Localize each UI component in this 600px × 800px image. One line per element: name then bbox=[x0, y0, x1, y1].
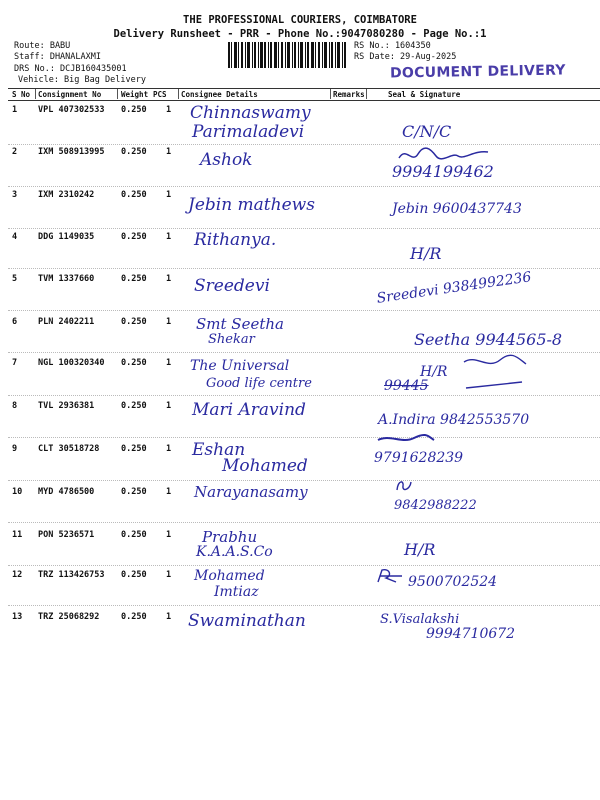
row-pcs: 1 bbox=[166, 487, 172, 497]
signature: Jebin 9600437743 bbox=[392, 201, 522, 217]
row-weight: 0.250 bbox=[121, 487, 147, 497]
consignee-name: Ashok bbox=[200, 150, 253, 170]
row-pcs: 1 bbox=[166, 317, 172, 327]
row-consignment: NGL 100320340 bbox=[38, 358, 105, 368]
signature-line2: 9791628239 bbox=[374, 450, 464, 466]
row-pcs: 1 bbox=[166, 105, 172, 115]
row-divider bbox=[8, 144, 600, 145]
row-sno: 5 bbox=[12, 274, 18, 284]
signature-line2: H/R bbox=[404, 540, 436, 559]
consignee-name-line2: K.A.A.S.Co bbox=[196, 544, 273, 560]
row-weight: 0.250 bbox=[121, 105, 147, 115]
row-sno: 1 bbox=[12, 105, 18, 115]
row-pcs: 1 bbox=[166, 274, 172, 284]
header-bottom-rule bbox=[8, 100, 600, 101]
row-divider bbox=[8, 268, 600, 269]
row-consignment: CLT 30518728 bbox=[38, 444, 100, 454]
company-title: THE PROFESSIONAL COURIERS, COIMBATORE bbox=[183, 14, 417, 26]
row-divider bbox=[8, 437, 600, 438]
rs-number: RS No.: 1604350 bbox=[354, 41, 431, 51]
barcode-image bbox=[228, 42, 348, 68]
consignee-name: Chinnaswamy bbox=[190, 103, 311, 123]
col-remarks: Remarks bbox=[333, 90, 365, 99]
signature: C/N/C bbox=[402, 122, 452, 141]
consignee-name: Smt Seetha bbox=[196, 315, 284, 333]
row-consignment: IXM 508913995 bbox=[38, 147, 105, 157]
row-divider bbox=[8, 228, 600, 229]
consignee-name: Jebin mathews bbox=[188, 195, 315, 215]
row-pcs: 1 bbox=[166, 612, 172, 622]
row-divider bbox=[8, 565, 600, 566]
row-weight: 0.250 bbox=[121, 274, 147, 284]
row-divider bbox=[8, 605, 600, 606]
row-sno: 13 bbox=[12, 612, 23, 622]
signature: Sreedevi 9384992236 bbox=[375, 269, 533, 307]
signature: 9500702524 bbox=[408, 574, 498, 590]
consignee-name: Mari Aravind bbox=[192, 400, 306, 420]
consignee-name: Prabhu bbox=[202, 528, 258, 546]
col-divider bbox=[366, 89, 367, 99]
row-consignment: VPL 407302533 bbox=[38, 105, 105, 115]
row-weight: 0.250 bbox=[121, 530, 147, 540]
col-pcs: PCS bbox=[153, 90, 167, 99]
row-sno: 10 bbox=[12, 487, 23, 497]
signature-scribble bbox=[376, 566, 406, 586]
consignee-name: Sreedevi bbox=[194, 276, 270, 296]
row-sno: 9 bbox=[12, 444, 18, 454]
row-weight: 0.250 bbox=[121, 444, 147, 454]
row-pcs: 1 bbox=[166, 232, 172, 242]
row-sno: 7 bbox=[12, 358, 18, 368]
row-weight: 0.250 bbox=[121, 147, 147, 157]
row-consignment: TRZ 113426753 bbox=[38, 570, 105, 580]
row-pcs: 1 bbox=[166, 401, 172, 411]
staff-label: Staff: DHANALAXMI bbox=[14, 52, 101, 62]
vehicle-label: Vehicle: Big Bag Delivery bbox=[18, 75, 146, 85]
consignee-name-line2: Mohamed bbox=[222, 456, 308, 476]
row-pcs: 1 bbox=[166, 530, 172, 540]
row-weight: 0.250 bbox=[121, 612, 147, 622]
row-sno: 6 bbox=[12, 317, 18, 327]
consignee-name: Swaminathan bbox=[188, 611, 306, 631]
col-consignment: Consignment No bbox=[38, 90, 102, 99]
row-pcs: 1 bbox=[166, 190, 172, 200]
signature: H/R bbox=[420, 364, 448, 380]
crossed-out-scribble bbox=[376, 432, 436, 446]
row-divider bbox=[8, 522, 600, 523]
col-divider bbox=[330, 89, 331, 99]
row-consignment: PLN 2402211 bbox=[38, 317, 95, 327]
consignee-name: Mohamed bbox=[194, 568, 265, 584]
drs-label: DRS No.: DCJB160435001 bbox=[14, 64, 127, 74]
row-weight: 0.250 bbox=[121, 317, 147, 327]
consignee-name-line2: Imtiaz bbox=[214, 584, 259, 600]
crossed-out-scribble bbox=[460, 352, 530, 398]
col-divider bbox=[35, 89, 36, 99]
header-top-rule bbox=[8, 88, 600, 89]
row-pcs: 1 bbox=[166, 570, 172, 580]
row-sno: 11 bbox=[12, 530, 23, 540]
signature-line2: 9994710672 bbox=[426, 626, 516, 642]
signature-line2: Seetha 9944565-8 bbox=[414, 330, 563, 349]
consignee-name-line2: Good life centre bbox=[206, 376, 312, 391]
col-sno: S No bbox=[12, 90, 31, 99]
signature-line2: 9842988222 bbox=[394, 498, 477, 513]
row-consignment: MYD 4786500 bbox=[38, 487, 95, 497]
row-divider bbox=[8, 395, 600, 396]
document-delivery-stamp: DOCUMENT DELIVERY bbox=[389, 62, 566, 82]
row-consignment: TVM 1337660 bbox=[38, 274, 95, 284]
consignee-name: Eshan bbox=[192, 440, 246, 460]
col-divider bbox=[117, 89, 118, 99]
consignee-name-line2: Shekar bbox=[208, 332, 255, 347]
row-pcs: 1 bbox=[166, 444, 172, 454]
row-sno: 4 bbox=[12, 232, 18, 242]
runsheet-title: Delivery Runsheet - PRR - Phone No.:9047080280 - Page No.:1 bbox=[113, 28, 487, 40]
col-consignee: Consignee Details bbox=[181, 90, 258, 99]
row-sno: 8 bbox=[12, 401, 18, 411]
consignee-name: Narayanasamy bbox=[194, 483, 308, 501]
row-pcs: 1 bbox=[166, 147, 172, 157]
row-divider bbox=[8, 310, 600, 311]
rs-date: RS Date: 29-Aug-2025 bbox=[354, 52, 457, 62]
col-seal: Seal & Signature bbox=[388, 90, 461, 99]
col-divider bbox=[178, 89, 179, 99]
row-consignment: PON 5236571 bbox=[38, 530, 95, 540]
signature-scribble bbox=[394, 476, 414, 494]
row-sno: 3 bbox=[12, 190, 18, 200]
row-sno: 2 bbox=[12, 147, 18, 157]
row-weight: 0.250 bbox=[121, 190, 147, 200]
row-consignment: TRZ 25068292 bbox=[38, 612, 100, 622]
row-consignment: TVL 2936381 bbox=[38, 401, 95, 411]
col-weight: Weight bbox=[121, 90, 149, 99]
row-pcs: 1 bbox=[166, 358, 172, 368]
signature-line2: 9994199462 bbox=[392, 162, 494, 181]
route-label: Route: BABU bbox=[14, 41, 71, 51]
consignee-name-line2: Parimaladevi bbox=[192, 122, 305, 142]
row-weight: 0.250 bbox=[121, 401, 147, 411]
row-consignment: IXM 2310242 bbox=[38, 190, 95, 200]
consignee-name: Rithanya. bbox=[194, 230, 277, 250]
consignee-name: The Universal bbox=[190, 358, 290, 374]
row-weight: 0.250 bbox=[121, 570, 147, 580]
signature-line2: H/R bbox=[410, 244, 442, 263]
row-weight: 0.250 bbox=[121, 232, 147, 242]
row-weight: 0.250 bbox=[121, 358, 147, 368]
signature: S.Visalakshi bbox=[380, 612, 460, 627]
row-divider bbox=[8, 480, 600, 481]
row-consignment: DDG 1149035 bbox=[38, 232, 95, 242]
signature-line2: 99445 bbox=[384, 378, 429, 394]
signature-line2: A.Indira 9842553570 bbox=[378, 412, 530, 428]
row-sno: 12 bbox=[12, 570, 23, 580]
row-divider bbox=[8, 186, 600, 187]
